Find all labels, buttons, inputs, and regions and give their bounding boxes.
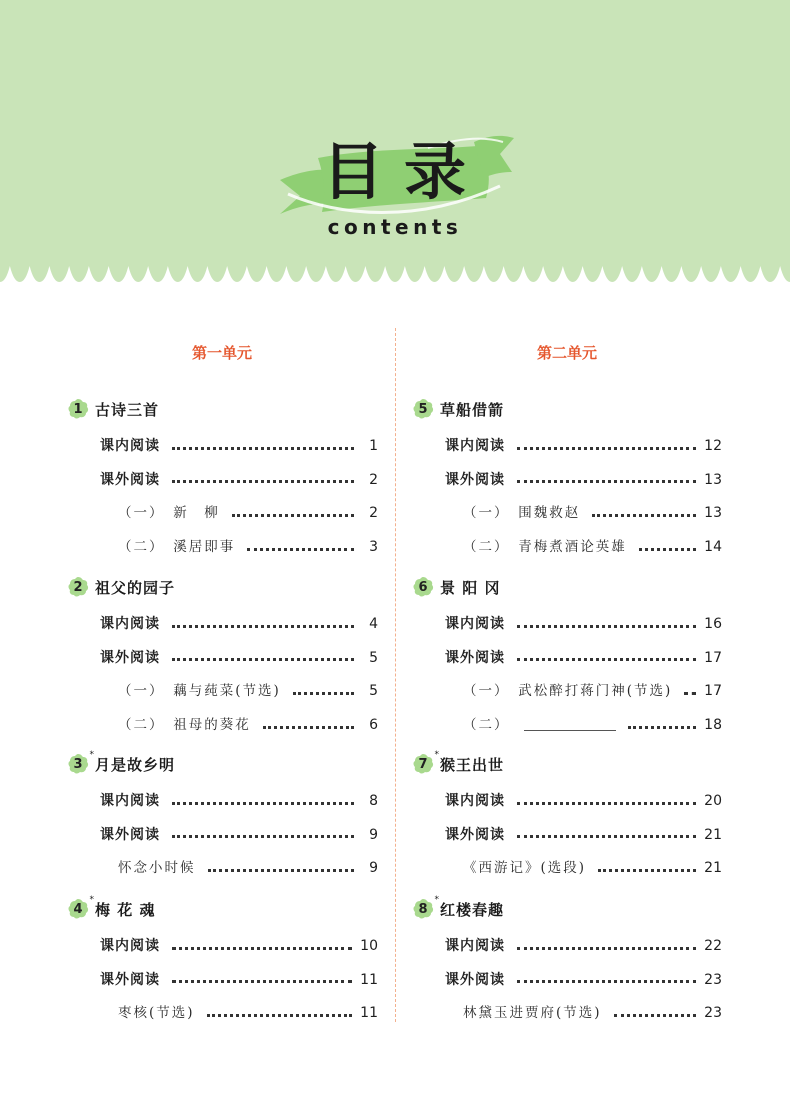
page-number: 23 (704, 971, 722, 988)
page-number: 6 (369, 717, 378, 734)
page-number: 5 (369, 683, 378, 700)
dot-leader (639, 548, 696, 551)
entry-label: 课外阅读 (445, 826, 505, 843)
toc-sub-entry[interactable] (463, 681, 722, 701)
lesson-title: 月是故乡明 (95, 755, 176, 774)
page-number: 13 (704, 505, 722, 522)
dot-leader (207, 1014, 353, 1017)
page-number: 8 (369, 793, 378, 809)
toc-entry[interactable] (445, 470, 722, 490)
lesson-heading[interactable] (67, 895, 156, 920)
page-number: 9 (369, 860, 378, 877)
page-number: 17 (704, 683, 722, 700)
lesson-number: 5 (418, 401, 428, 417)
optional-star: * (434, 750, 439, 760)
entry-label: 课外阅读 (445, 971, 505, 988)
dot-leader (614, 1014, 697, 1017)
dot-leader (293, 692, 354, 695)
toc-entry[interactable] (100, 470, 378, 490)
entry-label: 课内阅读 (100, 793, 160, 809)
lesson-heading[interactable] (67, 576, 175, 598)
lesson-number: 3 (73, 756, 83, 772)
page-number: 18 (704, 717, 722, 734)
lesson-heading[interactable] (67, 750, 176, 775)
toc-sub-entry[interactable] (118, 715, 378, 735)
dot-leader (172, 835, 354, 838)
lesson-title: 祖父的园子 (95, 578, 176, 597)
lesson-number: 2 (73, 579, 83, 595)
page-number: 17 (704, 649, 722, 666)
lesson-title: 猴王出世 (440, 755, 505, 774)
entry-label: 课内阅读 (445, 938, 505, 954)
page-number: 9 (369, 826, 378, 843)
entry-label: （一） 藕与莼菜(节选) (118, 683, 281, 700)
page-number: 4 (369, 616, 378, 632)
dot-leader (684, 692, 696, 695)
lesson-number: 8 (418, 901, 428, 917)
entry-label: 课内阅读 (100, 616, 160, 632)
page-subtitle: contents (327, 215, 463, 239)
dot-leader (172, 947, 352, 950)
entry-label: 课外阅读 (445, 649, 505, 666)
lesson-number-badge (412, 895, 439, 920)
lesson-number-badge (412, 576, 434, 598)
lesson-number: 6 (418, 579, 428, 595)
toc-entry[interactable] (445, 970, 722, 990)
entry-label: 课内阅读 (445, 438, 505, 454)
entry-label: 课外阅读 (100, 826, 160, 843)
lesson-heading[interactable] (412, 895, 505, 920)
toc-entry[interactable] (445, 436, 722, 456)
toc-sub-entry[interactable] (463, 1003, 722, 1023)
toc-sub-entry[interactable] (118, 858, 378, 878)
optional-star: * (89, 750, 94, 760)
entry-label: 课内阅读 (100, 938, 160, 954)
lesson-number-badge (67, 895, 94, 920)
dot-leader (208, 869, 355, 872)
lesson-heading[interactable] (412, 398, 504, 420)
entry-label: （二） (463, 717, 510, 734)
toc-entry[interactable] (100, 648, 378, 668)
page-number: 1 (369, 438, 378, 454)
dot-leader (172, 658, 354, 661)
entry-label: 林黛玉进贾府(节选) (463, 1005, 602, 1022)
dot-leader (232, 514, 354, 517)
dot-leader (517, 835, 696, 838)
dot-leader (592, 514, 696, 517)
unit-title: 第二单元 (536, 344, 597, 362)
optional-star: * (434, 895, 439, 905)
toc-entry[interactable] (100, 936, 378, 956)
dot-leader (172, 480, 354, 483)
toc-entry[interactable] (445, 648, 722, 668)
lesson-number-badge (412, 750, 439, 775)
lesson-title: 古诗三首 (95, 400, 160, 419)
lesson-heading[interactable] (67, 398, 159, 420)
dot-leader (517, 480, 696, 483)
lesson-number: 4 (73, 901, 83, 917)
lesson-number-badge (67, 750, 94, 775)
toc-sub-entry[interactable] (463, 715, 722, 735)
dot-leader (517, 802, 696, 805)
dot-leader (263, 726, 354, 729)
entry-label: 《西游记》(选段) (463, 860, 587, 877)
page-number: 16 (704, 616, 722, 632)
scallop-edge (0, 252, 790, 292)
page-number: 5 (369, 649, 378, 666)
header-banner (0, 0, 790, 290)
toc-sub-entry[interactable] (118, 537, 378, 557)
lesson-heading[interactable] (412, 576, 500, 598)
page-number: 23 (704, 1005, 722, 1022)
toc-sub-entry[interactable] (463, 503, 722, 523)
page-number: 13 (704, 471, 722, 488)
entry-label: （一） 武松醉打蒋门神(节选) (463, 683, 673, 700)
toc-entry[interactable] (100, 970, 378, 990)
lesson-title: 梅 花 魂 (95, 900, 156, 919)
dot-leader (172, 447, 354, 450)
lesson-heading[interactable] (412, 750, 505, 775)
toc-entry[interactable] (100, 436, 378, 456)
page-number: 10 (360, 938, 378, 954)
dot-leader (517, 947, 696, 950)
lesson-title: 草船借箭 (440, 400, 505, 419)
lesson-title: 景 阳 冈 (440, 578, 501, 597)
toc-sub-entry[interactable] (118, 681, 378, 701)
page-number: 14 (704, 539, 722, 556)
entry-label: （一） 围魏救赵 (463, 505, 581, 522)
entry-label: 课外阅读 (100, 471, 160, 488)
dot-leader (172, 980, 352, 983)
toc-sub-entry[interactable] (118, 1003, 378, 1023)
entry-label: 课内阅读 (100, 438, 160, 454)
toc-entry[interactable] (445, 614, 722, 634)
page-number: 3 (369, 539, 378, 556)
page-number: 22 (704, 938, 722, 954)
toc-entry[interactable] (445, 825, 722, 845)
entry-label: 枣核(节选) (118, 1005, 195, 1022)
toc-sub-entry[interactable] (118, 503, 378, 523)
lesson-number-badge (412, 398, 434, 420)
page-number: 11 (360, 971, 378, 988)
toc-entry[interactable] (100, 825, 378, 845)
toc-entry[interactable] (100, 791, 378, 811)
page-number: 2 (369, 505, 378, 522)
entry-label: 课内阅读 (445, 793, 505, 809)
lesson-number-badge (67, 398, 89, 420)
dot-leader (517, 447, 696, 450)
page-number: 2 (369, 471, 378, 488)
toc-sub-entry[interactable] (463, 537, 722, 557)
dot-leader (517, 625, 696, 628)
entry-label: （二） 溪居即事 (118, 539, 236, 556)
page-number: 21 (704, 860, 722, 877)
unit-title: 第一单元 (191, 344, 252, 362)
entry-label: 课外阅读 (100, 649, 160, 666)
fill-in-blank[interactable] (524, 720, 616, 731)
toc-entry[interactable] (445, 791, 722, 811)
entry-label: 课外阅读 (445, 471, 505, 488)
toc-entry[interactable] (445, 936, 722, 956)
dot-leader (517, 980, 696, 983)
entry-label: （二） 青梅煮酒论英雄 (463, 539, 627, 556)
page-title: 目录 (321, 135, 486, 208)
entry-label: 课外阅读 (100, 971, 160, 988)
lesson-number: 1 (73, 401, 83, 417)
toc-sub-entry[interactable] (463, 858, 722, 878)
page-number: 20 (704, 793, 722, 809)
entry-label: （一） 新 柳 (118, 505, 220, 522)
lesson-title: 红楼春趣 (440, 900, 505, 919)
page-number: 12 (704, 438, 722, 454)
dot-leader (598, 869, 696, 872)
column-divider (395, 328, 396, 1022)
dot-leader (172, 625, 354, 628)
entry-label: 课内阅读 (445, 616, 505, 632)
lesson-number-badge (67, 576, 89, 598)
dot-leader (172, 802, 354, 805)
toc-entry[interactable] (100, 614, 378, 634)
entry-label: （二） 祖母的葵花 (118, 717, 251, 734)
lesson-number: 7 (418, 756, 428, 772)
page-number: 11 (360, 1005, 378, 1022)
page-number: 21 (704, 826, 722, 843)
dot-leader (628, 726, 697, 729)
entry-label: 怀念小时候 (118, 860, 196, 877)
optional-star: * (89, 895, 94, 905)
dot-leader (247, 548, 354, 551)
dot-leader (517, 658, 696, 661)
